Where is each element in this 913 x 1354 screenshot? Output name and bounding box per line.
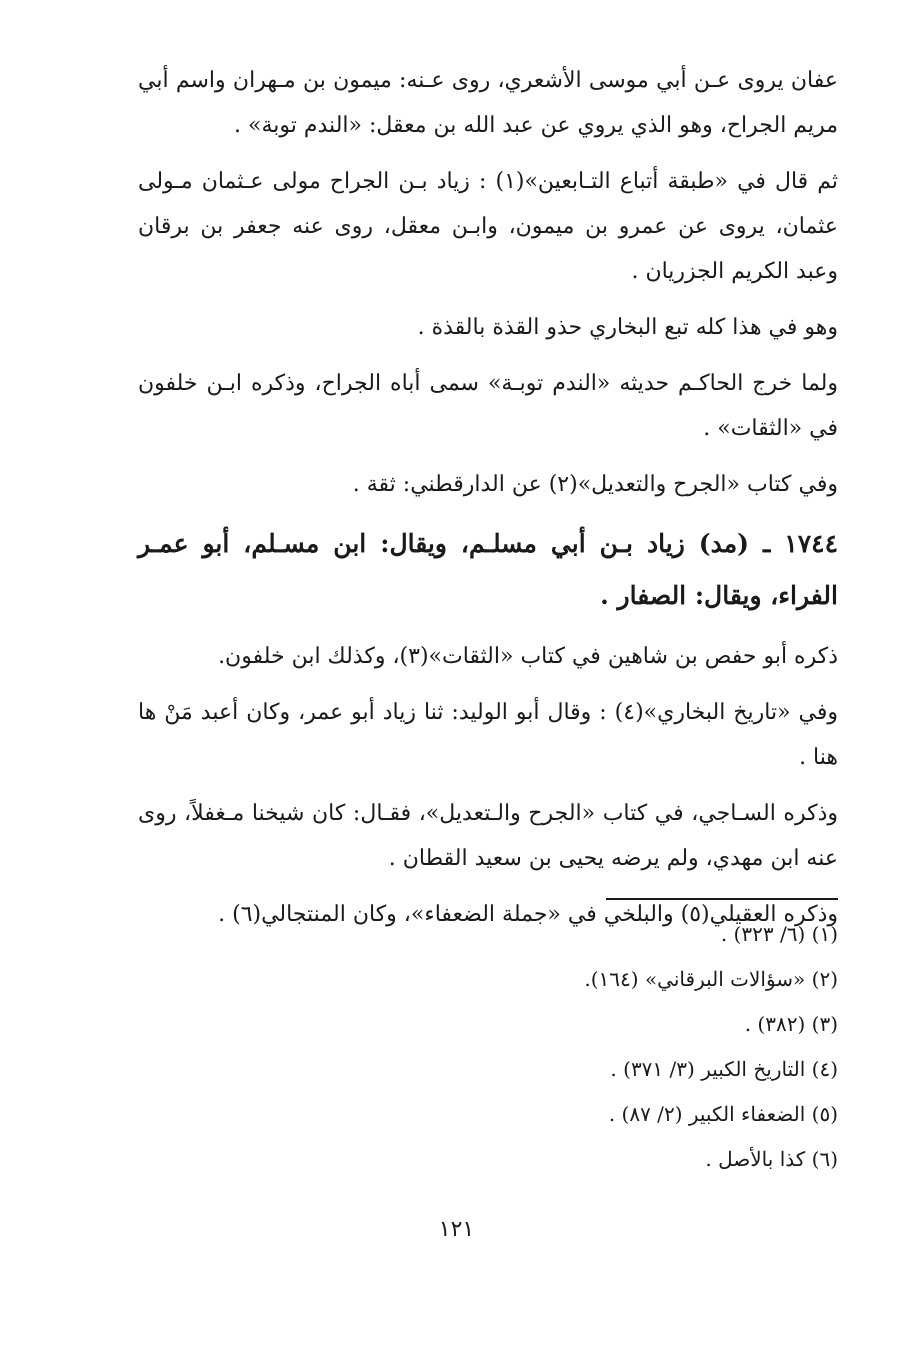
footnote: (١) (٦/ ٣٢٣) .: [720, 922, 838, 946]
footnote: (٦) كذا بالأصل .: [705, 1147, 838, 1171]
footnote: (٣) (٣٨٢) .: [744, 1012, 838, 1036]
paragraph: ولما خرج الحاكـم حديثه «الندم توبـة» سمى أباه الجراح، وذكره ابـن خلفون في «الثقات» .: [138, 371, 838, 441]
paragraph: ثم قال في «طبقة أتباع التـابعين»(١) : زياد بـن الجراح مولى عـثمان مـولى عثمان، يروى عن عمرو بن ميمون، وابـن معقل، روى عنه جعفر بن برقان وعبد الكريم الجزريان .: [138, 169, 839, 284]
footnotes: [400, 912, 838, 1182]
footnote: (٢) «سؤالات البرقاني» (١٦٤).: [584, 967, 838, 991]
paragraph: ذكره أبو حفص بن شاهين في كتاب «الثقات»(٣)، وكذلك ابن خلفون.: [218, 644, 838, 669]
page-number: ١٢١: [438, 1217, 475, 1242]
entry-heading: ١٧٤٤ ـ (مد) زياد بـن أبي مسلـم، ويقال: ابن مسـلم، أبو عمـر الفراء، ويقال: الصفار .: [138, 529, 838, 610]
paragraph: وفي كتاب «الجرح والتعديل»(٢) عن الدارقطني: ثقة .: [352, 472, 838, 497]
paragraph: وهو في هذا كله تبع البخاري حذو القذة بالقذة .: [417, 315, 838, 340]
paragraph: وفي «تاريخ البخاري»(٤) : وقال أبو الوليد: ثنا زياد أبو عمر، وكان أعبد مَنْ ها هنا .: [138, 700, 838, 770]
footnote: (٥) الضعفاء الكبير (٢/ ٨٧) .: [608, 1102, 838, 1126]
main-text: [138, 58, 838, 948]
paragraph: وذكره العقيلي(٥) والبلخي في «جملة الضعفاء»، وكان المنتجالي(٦) .: [218, 902, 838, 927]
paragraph: وذكره السـاجي، في كتاب «الجرح والـتعديل»، فقـال: كان شيخنا مـغفلاً، روى عنه ابن مهدي، ولم يرضه يحيى بن سعيد القطان .: [138, 801, 838, 871]
footnote-divider: [606, 898, 838, 900]
paragraph: عفان يروى عـن أبي موسى الأشعري، روى عـنه: ميمون بن مـهران واسم أبي مريم الجراح، وهو الذي يروي عن عبد الله بن معقل: «الندم توبة» .: [138, 68, 838, 138]
footnote: (٤) التاريخ الكبير (٣/ ٣٧١) .: [610, 1057, 838, 1081]
